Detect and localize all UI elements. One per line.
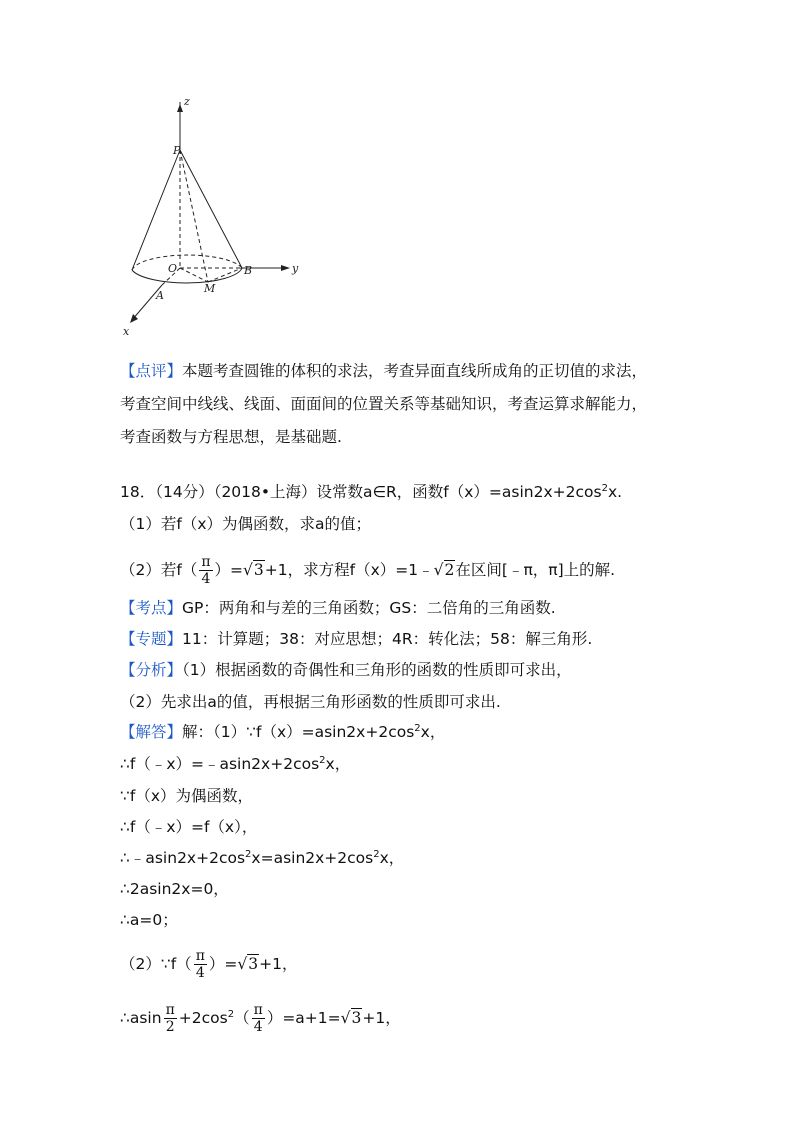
x-arrow — [130, 314, 138, 323]
fraction-pi-over-4: $\frac{\pi}{4}$ — [201, 554, 211, 587]
review-tag: 【点评】 — [120, 362, 183, 380]
generatrix-pm — [180, 150, 208, 282]
zhuanti-tag: 【专题】 — [120, 630, 183, 648]
base-front-arc — [132, 268, 242, 283]
solution-step-2: ∵f（x）为偶函数， — [120, 787, 253, 805]
kaodian-tag: 【考点】 — [120, 599, 183, 617]
fraction-pi-over-2: $\frac{\pi}{2}$ — [165, 1002, 175, 1035]
fenxi-line-2: （2）先求出a的值，再根据三角形函数的性质即可求出. — [120, 693, 501, 711]
segment-mb — [208, 268, 242, 282]
solution-step-3: ∴f（﹣x）=f（x）， — [120, 818, 258, 836]
solution-step-8: ∴asin $\frac{\pi}{2}$ $+2\cos^2$（ $\frac{\pi}{4}$ ）=a+1=√3+1， — [120, 1002, 401, 1035]
cone-figure — [118, 92, 318, 342]
solution-step-6: ∴a=0； — [120, 911, 178, 929]
label-a: A — [156, 289, 164, 302]
solution-step-5: ∴2asin2x=0， — [120, 880, 229, 898]
fraction-pi-over-4: $\frac{\pi}{4}$ — [253, 1002, 263, 1035]
fenxi-tag: 【分析】 — [120, 661, 183, 679]
label-b: B — [244, 264, 253, 277]
review-line-1: 【点评】本题考查圆锥的体积的求法，考查异面直线所成角的正切值的求法， — [120, 362, 648, 380]
solution-step-1: $\therefore f(﹣x)=﹣asin2x+2\cos^2x$， — [120, 754, 351, 773]
sqrt-3: √3 — [243, 561, 264, 579]
zhuanti-line: 【专题】11：计算题；38：对应思想；4R：转化法；58：解三角形. — [120, 630, 593, 648]
problem-part-2: （2）若f（ $\frac{\pi}{4}$ ）=√3+1，求方程f（x）=1﹣√2在区间[﹣π，π]上的解. — [120, 554, 616, 587]
label-x: x — [123, 325, 130, 338]
sqrt-3: √3 — [340, 1009, 362, 1027]
review-line-3: 考查函数与方程思想，是基础题. — [120, 428, 342, 446]
problem-header: 18．（14分）（2018•上海）设常数a∈R，函数$f(x)=asin2x+2\cos^2x$. — [120, 482, 623, 501]
segment-om — [180, 268, 208, 282]
review-line-2: 考查空间中线线、线面、面面间的位置关系等基础知识，考查运算求解能力， — [120, 395, 648, 413]
fenxi-line: 【分析】（1）根据函数的奇偶性和三角形的函数的性质即可求出， — [120, 661, 572, 679]
label-y: y — [292, 262, 299, 275]
z-arrow — [177, 104, 183, 112]
label-p: P — [173, 144, 181, 157]
problem-part-1: （1）若f（x）为偶函数，求a的值； — [120, 515, 371, 533]
sqrt-3: √3 — [237, 955, 259, 973]
cone-left-edge — [132, 150, 180, 270]
label-z: z — [184, 95, 190, 108]
label-o: O — [168, 262, 178, 275]
cone-right-edge — [180, 150, 242, 268]
sqrt-2: √2 — [433, 561, 455, 579]
y-arrow — [281, 265, 290, 271]
fraction-pi-over-4: $\frac{\pi}{4}$ — [195, 948, 205, 981]
solution-step-4: $\therefore﹣asin2x+2\cos^2x=asin2x+2\cos^2x$， — [120, 848, 405, 867]
solution-step-7: （2）∵f（ $\frac{\pi}{4}$ ）=√3+1， — [120, 948, 298, 981]
kaodian-line: 【考点】GP：两角和与差的三角函数；GS：二倍角的三角函数. — [120, 599, 556, 617]
label-m: M — [204, 282, 216, 295]
jieda-tag: 【解答】 — [120, 723, 183, 741]
jieda-line: 【解答】解：$(1)\because f(x)=asin2x+2\cos^2x$， — [120, 722, 446, 741]
